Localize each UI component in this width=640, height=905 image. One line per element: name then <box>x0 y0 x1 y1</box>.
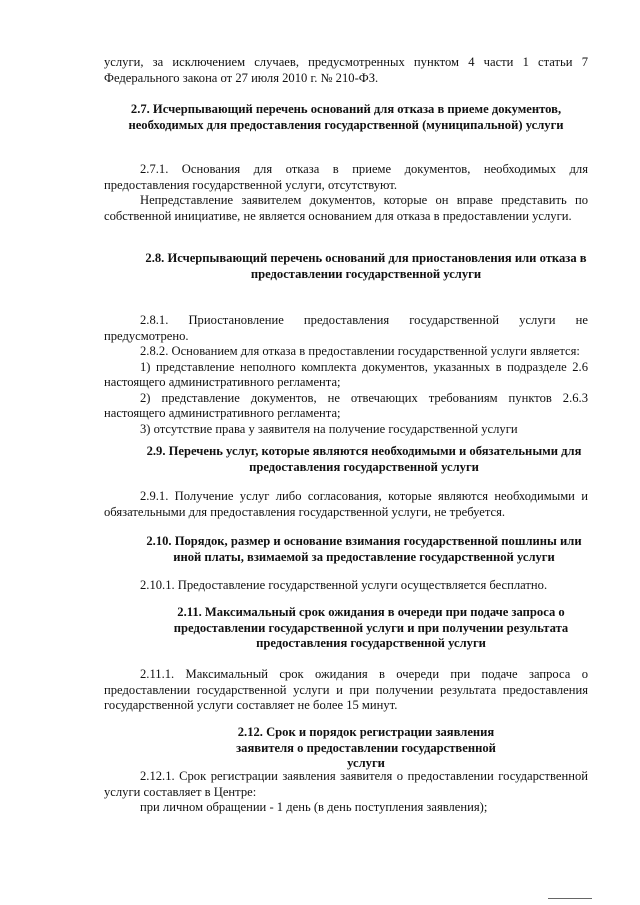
paragraph: 2.12.1. Срок регистрации заявления заявителя о предоставлении государственной услуги составляет в Центре: <box>104 769 588 799</box>
section-2-9-body <box>104 489 588 520</box>
section-2-12-heading-block <box>104 725 588 772</box>
section-2-8-body <box>104 313 588 437</box>
paragraph: 2.8.1. Приостановление предоставления государственной услуги не предусмотрено. <box>104 313 588 343</box>
paragraph: 2) представление документов, не отвечающих требованиям пунктов 2.6.3 настоящего административного регламента; <box>104 390 588 420</box>
section-2-10-heading-block <box>104 534 588 565</box>
page-edge-line <box>548 898 592 899</box>
paragraph: 2.9.1. Получение услуг либо согласования, которые являются необходимыми и обязательными для предоставления государственной услуги, не требуется. <box>104 489 588 519</box>
section-2-9-heading-block <box>104 444 588 475</box>
section-heading: 2.11. Максимальный срок ожидания в очереди при подаче запроса о предоставлении государственной услуги и при получении результата предоставления государственной услуги <box>173 605 569 650</box>
section-heading: 2.10. Порядок, размер и основание взимания государственной пошлины или иной платы, взимаемой за предоставление государственной услуги <box>146 534 582 564</box>
paragraph: 1) представление неполного комплекта документов, указанных в подразделе 2.6 настоящего административного регламента; <box>104 359 588 389</box>
section-heading: 2.8. Исчерпывающий перечень оснований для приостановления или отказа в предоставлении государственной услуги <box>145 251 587 281</box>
paragraph: 2.8.2. Основанием для отказа в предоставлении государственной услуги является: <box>140 344 580 358</box>
paragraph: 3) отсутствие права у заявителя на получение государственной услуги <box>140 421 518 436</box>
intro-block <box>104 55 588 86</box>
section-2-11-heading-block <box>104 605 588 652</box>
section-heading: 2.7. Исчерпывающий перечень оснований для отказа в приеме документов, необходимых для предоставления государственной (муниципальной) услуги <box>128 102 564 132</box>
section-2-7-body <box>104 162 588 224</box>
paragraph: 2.11.1. Максимальный срок ожидания в очереди при подаче запроса о предоставлении государственной услуги и при получении результата предоставления государственной услуги составляет не более 15 минут. <box>104 667 588 712</box>
section-heading: 2.12. Срок и порядок регистрации заявления заявителя о предоставлении государственной услуги <box>236 725 496 770</box>
paragraph: Непредставление заявителем документов, которые он вправе представить по собственной инициативе, не является основанием для отказа в предоставлении услуги. <box>104 193 588 223</box>
section-2-11-body <box>104 667 588 714</box>
intro-paragraph: услуги, за исключением случаев, предусмотренных пунктом 4 части 1 статьи 7 Федерального закона от 27 июля 2010 г. № 210-ФЗ. <box>104 55 588 85</box>
section-2-7-heading-block <box>104 102 588 133</box>
paragraph: 2.7.1. Основания для отказа в приеме документов, необходимых для предоставления государственной услуги, отсутствуют. <box>104 162 588 192</box>
paragraph: при личном обращении - 1 день (в день поступления заявления); <box>140 800 488 814</box>
section-2-10-body <box>104 578 588 594</box>
section-heading: 2.9. Перечень услуг, которые являются необходимыми и обязательными для предоставления государственной услуги <box>146 444 582 474</box>
paragraph: 2.10.1. Предоставление государственной услуги осуществляется бесплатно. <box>140 578 548 592</box>
section-2-12-body <box>104 769 588 816</box>
section-2-8-heading-block <box>104 251 588 282</box>
